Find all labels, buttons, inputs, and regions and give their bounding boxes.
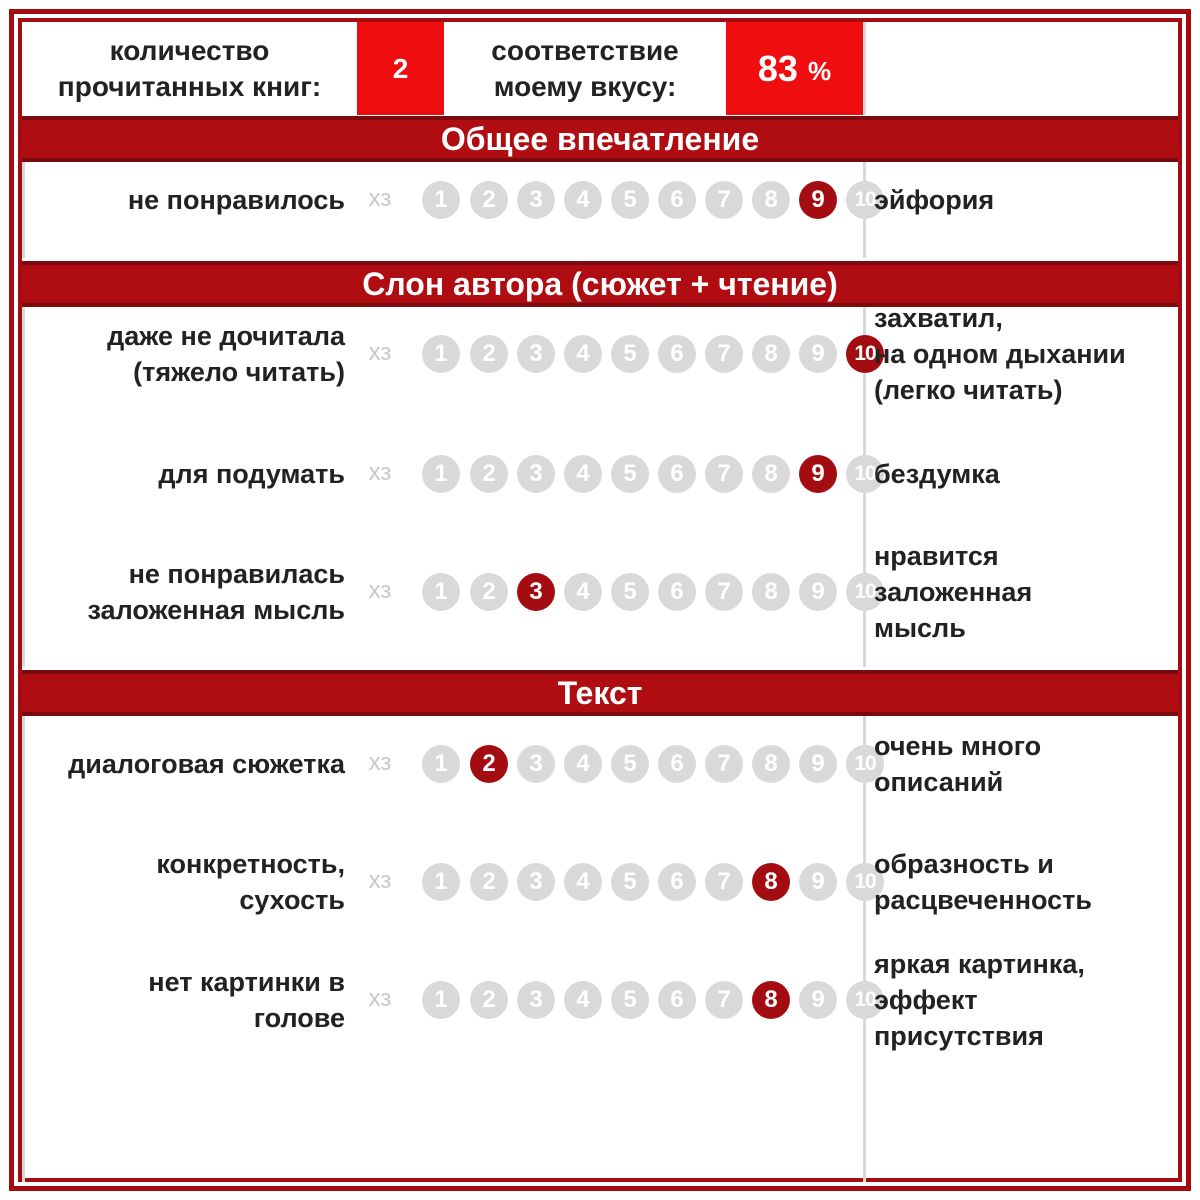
rating-dot: 2 (470, 863, 508, 901)
scale-unknown-option: хз (368, 985, 392, 1012)
scale-left-label: для подумать (158, 459, 345, 489)
rating-dot: 7 (705, 335, 743, 373)
rating-scale (360, 455, 876, 495)
rating-dot: 4 (564, 181, 602, 219)
rating-dot: 1 (422, 181, 460, 219)
rating-dot-selected: 10 (846, 335, 884, 373)
rating-dot: 1 (422, 455, 460, 493)
rating-dot: 1 (422, 335, 460, 373)
taste-match-label: соответствие моему вкусу: (491, 34, 679, 102)
rating-dot: 1 (422, 573, 460, 611)
rating-dot: 7 (705, 745, 743, 783)
rating-dot: 3 (517, 745, 555, 783)
stats-divider (863, 22, 866, 115)
scale-right-label: образность и расцвеченность (874, 849, 1092, 915)
rating-dot: 8 (752, 745, 790, 783)
rating-dot: 10 (846, 455, 884, 493)
rating-scale (360, 573, 876, 613)
rating-dot: 6 (658, 335, 696, 373)
rating-dot-selected: 3 (517, 573, 555, 611)
rating-dot: 2 (470, 455, 508, 493)
rating-dot-selected: 8 (752, 981, 790, 1019)
scale-right-label: бездумка (874, 459, 1000, 489)
rating-dot: 8 (752, 455, 790, 493)
rating-dot: 8 (752, 335, 790, 373)
scale-left-label: диалоговая сюжетка (68, 749, 345, 779)
section-border-line (863, 716, 866, 1182)
rating-scale (360, 981, 876, 1021)
rating-dot: 3 (517, 863, 555, 901)
taste-match-number: 83 (757, 47, 798, 89)
rating-dot: 10 (846, 745, 884, 783)
rating-scale (360, 335, 876, 375)
scale-right-label: нравится заложенная мысль (874, 541, 1033, 643)
section-border-line (22, 716, 25, 1182)
scale-unknown-option: хз (368, 459, 392, 486)
rating-dot: 4 (564, 573, 602, 611)
rating-dot: 5 (611, 573, 649, 611)
rating-dot: 2 (470, 573, 508, 611)
rating-dot: 1 (422, 863, 460, 901)
rating-dot: 6 (658, 981, 696, 1019)
rating-dot: 7 (705, 455, 743, 493)
rating-card (18, 18, 1182, 1182)
rating-dot: 2 (470, 181, 508, 219)
scale-unknown-option: хз (368, 185, 392, 212)
rating-dot: 4 (564, 455, 602, 493)
rating-dot: 6 (658, 573, 696, 611)
rating-dot: 6 (658, 745, 696, 783)
rating-dot: 6 (658, 455, 696, 493)
scale-unknown-option: хз (368, 867, 392, 894)
rating-dot: 10 (846, 181, 884, 219)
rating-dot: 7 (705, 863, 743, 901)
rating-dot-selected: 9 (799, 181, 837, 219)
scale-right-label: яркая картинка, эффект присутствия (874, 949, 1085, 1051)
scale-unknown-option: хз (368, 749, 392, 776)
rating-dot: 3 (517, 455, 555, 493)
rating-scale (360, 863, 876, 903)
rating-dot: 5 (611, 863, 649, 901)
scale-left-label: даже не дочитала (тяжело читать) (107, 321, 345, 387)
rating-dot: 7 (705, 573, 743, 611)
rating-dot: 9 (799, 863, 837, 901)
rating-dot: 9 (799, 981, 837, 1019)
rating-dot: 8 (752, 181, 790, 219)
rating-dot: 8 (752, 573, 790, 611)
rating-dot: 2 (470, 981, 508, 1019)
rating-dot: 4 (564, 335, 602, 373)
rating-dot: 1 (422, 745, 460, 783)
books-count-value: 2 (357, 22, 444, 115)
rating-dot: 3 (517, 181, 555, 219)
books-count-label: количество прочитанных книг: (57, 34, 322, 102)
rating-dot: 5 (611, 981, 649, 1019)
rating-dot-selected: 2 (470, 745, 508, 783)
scale-unknown-option: хз (368, 577, 392, 604)
section-title: Текст (22, 670, 1178, 716)
scale-right-label: очень много описаний (874, 731, 1042, 797)
taste-match-value (726, 22, 863, 115)
rating-dot: 4 (564, 745, 602, 783)
rating-dot: 6 (658, 863, 696, 901)
scale-left-label: не понравилась заложенная мысль (87, 559, 345, 625)
rating-dot: 4 (564, 981, 602, 1019)
rating-dot: 7 (705, 981, 743, 1019)
scale-right-label: эйфория (874, 185, 995, 215)
rating-dot: 3 (517, 335, 555, 373)
rating-dot: 9 (799, 335, 837, 373)
rating-dot: 5 (611, 181, 649, 219)
rating-dot: 10 (846, 981, 884, 1019)
rating-dot: 7 (705, 181, 743, 219)
rating-dot: 5 (611, 455, 649, 493)
rating-dot: 4 (564, 863, 602, 901)
scale-left-label: нет картинки в голове (148, 967, 345, 1033)
rating-dot-selected: 8 (752, 863, 790, 901)
section-title: Общее впечатление (22, 116, 1178, 162)
rating-dot: 9 (799, 573, 837, 611)
section-title: Слон автора (сюжет + чтение) (22, 261, 1178, 307)
scale-right-label: захватил, на одном дыхании (легко читать) (874, 303, 1126, 405)
rating-dot: 3 (517, 981, 555, 1019)
scale-left-label: конкретность, сухость (156, 849, 345, 915)
rating-dot: 5 (611, 745, 649, 783)
stats-header (22, 22, 1178, 115)
rating-dot: 9 (799, 745, 837, 783)
rating-dot: 10 (846, 863, 884, 901)
scale-unknown-option: хз (368, 339, 392, 366)
rating-dot: 5 (611, 335, 649, 373)
rating-dot: 6 (658, 181, 696, 219)
rating-dot: 1 (422, 981, 460, 1019)
scale-left-label: не понравилось (127, 185, 345, 215)
rating-scale (360, 181, 876, 221)
rating-dot: 10 (846, 573, 884, 611)
rating-scale (360, 745, 876, 785)
rating-dot: 2 (470, 335, 508, 373)
taste-match-unit: % (807, 56, 832, 86)
rating-dot-selected: 9 (799, 455, 837, 493)
